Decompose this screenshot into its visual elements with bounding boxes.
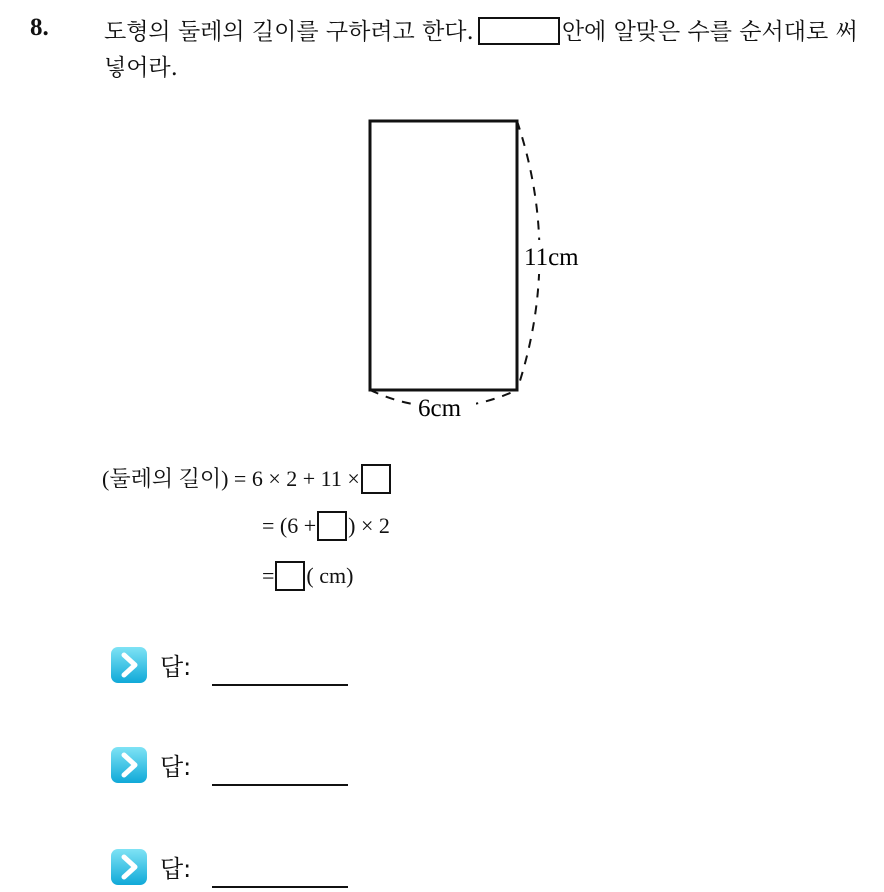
chevron-right-icon xyxy=(110,848,148,886)
height-label: 11cm xyxy=(524,244,579,271)
width-label: 6cm xyxy=(418,395,462,422)
question-text-part2: 안에 알맞은 수를 순서대로 써넣어라. xyxy=(104,19,858,81)
rectangle-figure xyxy=(0,0,884,440)
equation-line-2 xyxy=(262,511,390,541)
answer-box-3 xyxy=(275,561,305,591)
answer-label: 답: xyxy=(160,653,192,681)
question-text-part1: 도형의 둘레의 길이를 구하려고 한다. xyxy=(104,19,474,45)
equation-line3-expr-a: = xyxy=(262,563,275,588)
equation-lhs: (둘레의 길이) xyxy=(102,466,229,491)
answer-label: 답: xyxy=(160,753,192,781)
answer-box-2 xyxy=(317,511,347,541)
rectangle-shape xyxy=(370,121,517,390)
equation-line2-expr-a: = (6 + xyxy=(262,513,317,538)
equation-line3-expr-b: ( cm) xyxy=(306,563,354,588)
equation-line-1 xyxy=(102,462,392,494)
equation-line1-expr: = 6 × 2 + 11 × xyxy=(233,466,360,491)
equation-line2-expr-b: ) × 2 xyxy=(348,513,390,538)
chevron-right-icon xyxy=(110,746,148,784)
answer-input-line-2[interactable] xyxy=(212,784,348,786)
answer-input-line-1[interactable] xyxy=(212,684,348,686)
chevron-right-icon xyxy=(110,646,148,684)
answer-label: 답: xyxy=(160,855,192,883)
answer-input-line-3[interactable] xyxy=(212,886,348,888)
equation-line-3 xyxy=(262,561,353,591)
question-number: 8. xyxy=(30,14,49,41)
answer-box-1 xyxy=(361,464,391,494)
